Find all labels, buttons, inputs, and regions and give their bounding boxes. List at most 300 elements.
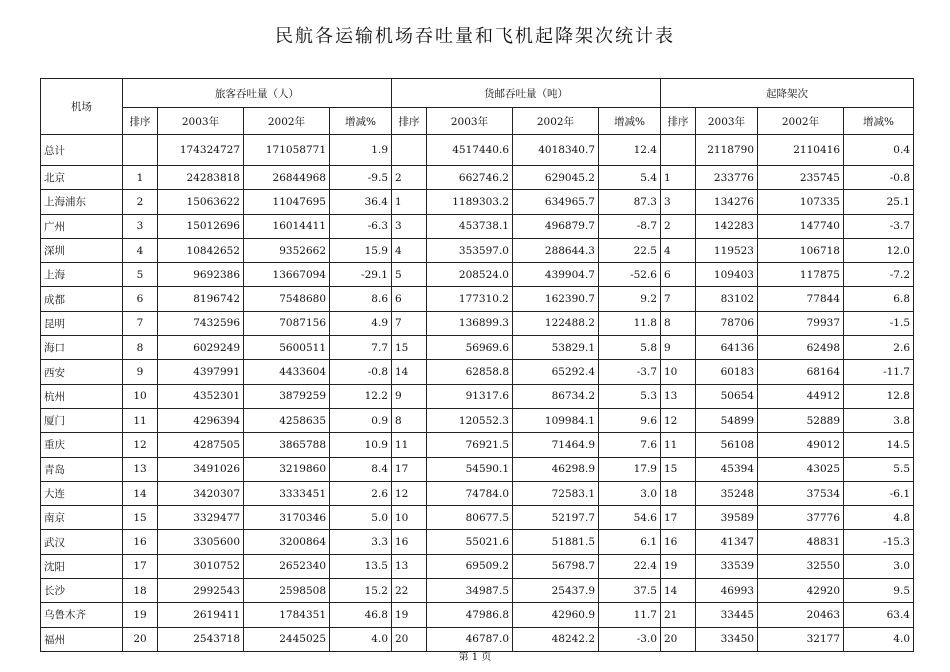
cell-c2003: 47986.8	[427, 603, 513, 627]
cell-fr: 8	[661, 311, 696, 335]
cell-p2002: 3200864	[244, 530, 330, 554]
cell-cr: 17	[392, 457, 427, 481]
cell-fchg: -3.7	[844, 214, 914, 238]
cell-f2002: 117875	[758, 263, 844, 287]
cell-pr: 1	[123, 166, 158, 190]
cell-cr: 15	[392, 336, 427, 360]
table-row	[41, 579, 914, 603]
cell-pr: 9	[123, 360, 158, 384]
cell-pchg: 2.6	[330, 481, 392, 505]
cell-f2002: 49012	[758, 433, 844, 457]
cell-pchg: 15.2	[330, 579, 392, 603]
cell-c2002: 25437.9	[513, 579, 599, 603]
table-row	[41, 166, 914, 190]
cell-name: 青岛	[41, 457, 123, 481]
cell-p2003: 15012696	[158, 214, 244, 238]
cell-name: 成都	[41, 287, 123, 311]
cell-pr: 18	[123, 579, 158, 603]
cell-f2002: 48831	[758, 530, 844, 554]
cell-pr: 12	[123, 433, 158, 457]
header-rank: 排序	[392, 108, 427, 135]
cell-c2002: 42960.9	[513, 603, 599, 627]
cell-fchg: 25.1	[844, 190, 914, 214]
cell-c2002: 52197.7	[513, 506, 599, 530]
cell-name: 武汉	[41, 530, 123, 554]
cell-cchg: 54.6	[599, 506, 661, 530]
cell-cr: 2	[392, 166, 427, 190]
cell-p2002: 3170346	[244, 506, 330, 530]
cell-f2002: 107335	[758, 190, 844, 214]
cell-cchg: 5.8	[599, 336, 661, 360]
cell-cr: 5	[392, 263, 427, 287]
cell-c2003: 208524.0	[427, 263, 513, 287]
cell-p2003: 8196742	[158, 287, 244, 311]
cell-p2003: 3420307	[158, 481, 244, 505]
cell-fchg: 4.8	[844, 506, 914, 530]
cell-c2003: 76921.5	[427, 433, 513, 457]
cell-fr: 14	[661, 579, 696, 603]
cell-f2002: 42920	[758, 579, 844, 603]
cell-fchg: 0.4	[844, 135, 914, 166]
header-rank: 排序	[661, 108, 696, 135]
table-body	[41, 135, 914, 652]
cell-f2002: 235745	[758, 166, 844, 190]
cell-p2002: 171058771	[244, 135, 330, 166]
cell-p2003: 4352301	[158, 384, 244, 408]
cell-pr: 11	[123, 408, 158, 432]
cell-cr: 3	[392, 214, 427, 238]
table-row	[41, 287, 914, 311]
cell-f2003: 33445	[696, 603, 758, 627]
cell-c2003: 136899.3	[427, 311, 513, 335]
cell-pr: 6	[123, 287, 158, 311]
cell-c2002: 4018340.7	[513, 135, 599, 166]
cell-name: 杭州	[41, 384, 123, 408]
cell-p2002: 16014411	[244, 214, 330, 238]
cell-fchg: 6.8	[844, 287, 914, 311]
cell-p2003: 2992543	[158, 579, 244, 603]
cell-c2002: 72583.1	[513, 481, 599, 505]
cell-c2002: 109984.1	[513, 408, 599, 432]
cell-p2002: 2652340	[244, 554, 330, 578]
cell-fchg: 12.8	[844, 384, 914, 408]
cell-cr: 10	[392, 506, 427, 530]
table-row	[41, 408, 914, 432]
cell-pchg: 13.5	[330, 554, 392, 578]
cell-cchg: 22.5	[599, 238, 661, 262]
cell-p2003: 4296394	[158, 408, 244, 432]
header-2002: 2002年	[513, 108, 599, 135]
cell-c2002: 496879.7	[513, 214, 599, 238]
cell-f2002: 37776	[758, 506, 844, 530]
cell-fchg: -7.2	[844, 263, 914, 287]
cell-fr: 15	[661, 457, 696, 481]
cell-fchg: 14.5	[844, 433, 914, 457]
cell-fchg: 2.6	[844, 336, 914, 360]
cell-pr: 2	[123, 190, 158, 214]
cell-c2002: 634965.7	[513, 190, 599, 214]
cell-cchg: 37.5	[599, 579, 661, 603]
cell-f2002: 52889	[758, 408, 844, 432]
cell-c2002: 51881.5	[513, 530, 599, 554]
cell-pchg: 5.0	[330, 506, 392, 530]
cell-f2002: 20463	[758, 603, 844, 627]
cell-c2003: 662746.2	[427, 166, 513, 190]
cell-name: 福州	[41, 627, 123, 651]
cell-pr: 20	[123, 627, 158, 651]
cell-fr: 16	[661, 530, 696, 554]
cell-fchg: 5.5	[844, 457, 914, 481]
cell-fchg: -6.1	[844, 481, 914, 505]
cell-p2002: 2598508	[244, 579, 330, 603]
cell-c2002: 71464.9	[513, 433, 599, 457]
header-flights: 起降架次	[661, 79, 914, 108]
cell-f2003: 45394	[696, 457, 758, 481]
cell-f2003: 78706	[696, 311, 758, 335]
cell-pchg: 7.7	[330, 336, 392, 360]
cell-f2003: 54899	[696, 408, 758, 432]
cell-cchg: -3.0	[599, 627, 661, 651]
total-label: 总计	[41, 135, 123, 166]
header-airport: 机场	[41, 79, 123, 135]
table-row	[41, 433, 914, 457]
cell-fchg: -1.5	[844, 311, 914, 335]
cell-p2002: 4433604	[244, 360, 330, 384]
cell-f2003: 35248	[696, 481, 758, 505]
cell-c2003: 1189303.2	[427, 190, 513, 214]
table-row	[41, 190, 914, 214]
cell-c2002: 56798.7	[513, 554, 599, 578]
cell-cr: 6	[392, 287, 427, 311]
cell-p2002: 13667094	[244, 263, 330, 287]
cell-f2003: 2118790	[696, 135, 758, 166]
cell-p2003: 2543718	[158, 627, 244, 651]
cell-cr: 11	[392, 433, 427, 457]
cell-c2002: 86734.2	[513, 384, 599, 408]
cell-pr: 10	[123, 384, 158, 408]
cell-pr: 16	[123, 530, 158, 554]
cell-cchg: 22.4	[599, 554, 661, 578]
cell-f2002: 106718	[758, 238, 844, 262]
table-row	[41, 530, 914, 554]
cell-p2002: 4258635	[244, 408, 330, 432]
cell-pchg: 1.9	[330, 135, 392, 166]
cell-pchg: 4.9	[330, 311, 392, 335]
cell-name: 乌鲁木齐	[41, 603, 123, 627]
cell-c2003: 56969.6	[427, 336, 513, 360]
cell-pr: 15	[123, 506, 158, 530]
cell-rank	[123, 135, 158, 166]
cell-c2002: 439904.7	[513, 263, 599, 287]
header-change: 增减%	[330, 108, 392, 135]
table-row	[41, 603, 914, 627]
cell-f2003: 64136	[696, 336, 758, 360]
cell-fr: 13	[661, 384, 696, 408]
cell-pchg: -0.8	[330, 360, 392, 384]
page-title: 民航各运输机场吞吐量和飞机起降架次统计表	[275, 26, 675, 47]
cell-f2003: 33450	[696, 627, 758, 651]
cell-pr: 14	[123, 481, 158, 505]
cell-f2002: 79937	[758, 311, 844, 335]
cell-p2002: 3865788	[244, 433, 330, 457]
cell-fr: 19	[661, 554, 696, 578]
cell-fchg: -15.3	[844, 530, 914, 554]
cell-fr: 20	[661, 627, 696, 651]
cell-c2002: 629045.2	[513, 166, 599, 190]
cell-name: 厦门	[41, 408, 123, 432]
cell-cchg: 12.4	[599, 135, 661, 166]
total-row	[41, 135, 914, 166]
cell-name: 北京	[41, 166, 123, 190]
header-2003: 2003年	[696, 108, 758, 135]
cell-c2003: 62858.8	[427, 360, 513, 384]
cell-p2003: 6029249	[158, 336, 244, 360]
cell-c2002: 65292.4	[513, 360, 599, 384]
cell-cchg: 17.9	[599, 457, 661, 481]
cell-pchg: -6.3	[330, 214, 392, 238]
cell-fr: 18	[661, 481, 696, 505]
cell-pchg: 3.3	[330, 530, 392, 554]
cell-p2003: 2619411	[158, 603, 244, 627]
cell-c2003: 177310.2	[427, 287, 513, 311]
cell-cchg: -8.7	[599, 214, 661, 238]
cell-c2002: 288644.3	[513, 238, 599, 262]
cell-p2003: 3305600	[158, 530, 244, 554]
table-row	[41, 457, 914, 481]
cell-f2003: 46993	[696, 579, 758, 603]
cell-cchg: 3.0	[599, 481, 661, 505]
header-change: 增减%	[844, 108, 914, 135]
cell-p2002: 11047695	[244, 190, 330, 214]
cell-cr: 7	[392, 311, 427, 335]
table-header	[41, 79, 914, 135]
table-row	[41, 238, 914, 262]
cell-c2003: 453738.1	[427, 214, 513, 238]
cell-f2002: 62498	[758, 336, 844, 360]
cell-pchg: 36.4	[330, 190, 392, 214]
cell-p2002: 1784351	[244, 603, 330, 627]
cell-cr: 1	[392, 190, 427, 214]
cell-fr: 7	[661, 287, 696, 311]
cell-cchg: 6.1	[599, 530, 661, 554]
cell-p2003: 7432596	[158, 311, 244, 335]
cell-fchg: -0.8	[844, 166, 914, 190]
page-footer: 第 1 页	[458, 652, 492, 663]
cell-c2002: 53829.1	[513, 336, 599, 360]
cell-cchg: 87.3	[599, 190, 661, 214]
cell-name: 上海浦东	[41, 190, 123, 214]
cell-p2002: 2445025	[244, 627, 330, 651]
table-row	[41, 336, 914, 360]
cell-fchg: 3.8	[844, 408, 914, 432]
header-2002: 2002年	[244, 108, 330, 135]
cell-f2003: 50654	[696, 384, 758, 408]
cell-f2002: 147740	[758, 214, 844, 238]
cell-fchg: 12.0	[844, 238, 914, 262]
cell-c2002: 48242.2	[513, 627, 599, 651]
cell-cr: 19	[392, 603, 427, 627]
cell-cchg: 9.6	[599, 408, 661, 432]
cell-p2003: 4287505	[158, 433, 244, 457]
cell-p2002: 5600511	[244, 336, 330, 360]
cell-name: 上海	[41, 263, 123, 287]
cell-pr: 5	[123, 263, 158, 287]
header-2002: 2002年	[758, 108, 844, 135]
cell-cchg: 11.8	[599, 311, 661, 335]
cell-cr: 14	[392, 360, 427, 384]
cell-name: 重庆	[41, 433, 123, 457]
cell-fr: 21	[661, 603, 696, 627]
table-row	[41, 263, 914, 287]
cell-name: 长沙	[41, 579, 123, 603]
header-passenger: 旅客吞吐量（人）	[123, 79, 392, 108]
table-row	[41, 481, 914, 505]
cell-p2002: 3333451	[244, 481, 330, 505]
cell-name: 西安	[41, 360, 123, 384]
header-change: 增减%	[599, 108, 661, 135]
cell-cr: 12	[392, 481, 427, 505]
cell-p2002: 26844968	[244, 166, 330, 190]
cell-name: 沈阳	[41, 554, 123, 578]
cell-pchg: -29.1	[330, 263, 392, 287]
header-cargo: 货邮吞吐量（吨）	[392, 79, 661, 108]
cell-f2003: 134276	[696, 190, 758, 214]
cell-rank	[392, 135, 427, 166]
cell-p2003: 9692386	[158, 263, 244, 287]
cell-p2002: 3879259	[244, 384, 330, 408]
header-rank: 排序	[123, 108, 158, 135]
cell-f2002: 32550	[758, 554, 844, 578]
cell-c2003: 4517440.6	[427, 135, 513, 166]
cell-cr: 22	[392, 579, 427, 603]
cell-pchg: 8.4	[330, 457, 392, 481]
cell-f2003: 83102	[696, 287, 758, 311]
cell-p2002: 7087156	[244, 311, 330, 335]
cell-cchg: 11.7	[599, 603, 661, 627]
cell-fr: 17	[661, 506, 696, 530]
cell-p2003: 4397991	[158, 360, 244, 384]
cell-f2003: 41347	[696, 530, 758, 554]
cell-fchg: -11.7	[844, 360, 914, 384]
cell-fchg: 9.5	[844, 579, 914, 603]
table-row	[41, 214, 914, 238]
cell-p2003: 174324727	[158, 135, 244, 166]
cell-f2003: 33539	[696, 554, 758, 578]
cell-pchg: -9.5	[330, 166, 392, 190]
cell-p2003: 3010752	[158, 554, 244, 578]
cell-cchg: -3.7	[599, 360, 661, 384]
cell-f2003: 109403	[696, 263, 758, 287]
cell-p2002: 3219860	[244, 457, 330, 481]
cell-f2002: 2110416	[758, 135, 844, 166]
cell-name: 大连	[41, 481, 123, 505]
cell-f2003: 142283	[696, 214, 758, 238]
cell-c2003: 120552.3	[427, 408, 513, 432]
cell-name: 广州	[41, 214, 123, 238]
table-row	[41, 554, 914, 578]
cell-p2003: 15063622	[158, 190, 244, 214]
cell-rank	[661, 135, 696, 166]
header-2003: 2003年	[427, 108, 513, 135]
cell-fr: 2	[661, 214, 696, 238]
cell-f2002: 68164	[758, 360, 844, 384]
cell-pr: 3	[123, 214, 158, 238]
cell-cr: 9	[392, 384, 427, 408]
cell-f2002: 37534	[758, 481, 844, 505]
cell-c2003: 55021.6	[427, 530, 513, 554]
cell-fr: 11	[661, 433, 696, 457]
cell-pchg: 10.9	[330, 433, 392, 457]
cell-fr: 4	[661, 238, 696, 262]
cell-pr: 7	[123, 311, 158, 335]
cell-c2002: 162390.7	[513, 287, 599, 311]
cell-fr: 3	[661, 190, 696, 214]
cell-c2003: 74784.0	[427, 481, 513, 505]
header-2003: 2003年	[158, 108, 244, 135]
cell-pr: 19	[123, 603, 158, 627]
cell-fchg: 4.0	[844, 627, 914, 651]
cell-c2003: 91317.6	[427, 384, 513, 408]
cell-f2003: 119523	[696, 238, 758, 262]
cell-fr: 6	[661, 263, 696, 287]
cell-fr: 9	[661, 336, 696, 360]
cell-pchg: 15.9	[330, 238, 392, 262]
cell-f2003: 39589	[696, 506, 758, 530]
cell-cr: 16	[392, 530, 427, 554]
cell-pchg: 46.8	[330, 603, 392, 627]
cell-cchg: 5.3	[599, 384, 661, 408]
cell-name: 海口	[41, 336, 123, 360]
cell-c2002: 46298.9	[513, 457, 599, 481]
cell-pr: 4	[123, 238, 158, 262]
cell-cr: 13	[392, 554, 427, 578]
cell-fr: 12	[661, 408, 696, 432]
cell-name: 深圳	[41, 238, 123, 262]
cell-name: 南京	[41, 506, 123, 530]
cell-cchg: 7.6	[599, 433, 661, 457]
cell-p2003: 3491026	[158, 457, 244, 481]
cell-p2003: 10842652	[158, 238, 244, 262]
cell-cr: 4	[392, 238, 427, 262]
cell-cchg: 5.4	[599, 166, 661, 190]
cell-c2003: 353597.0	[427, 238, 513, 262]
table-row	[41, 360, 914, 384]
cell-pr: 13	[123, 457, 158, 481]
table-row	[41, 311, 914, 335]
cell-c2003: 69509.2	[427, 554, 513, 578]
table-row	[41, 506, 914, 530]
cell-p2002: 7548680	[244, 287, 330, 311]
cell-cr: 20	[392, 627, 427, 651]
cell-fr: 10	[661, 360, 696, 384]
cell-c2003: 80677.5	[427, 506, 513, 530]
cell-pchg: 12.2	[330, 384, 392, 408]
cell-f2003: 56108	[696, 433, 758, 457]
cell-pr: 17	[123, 554, 158, 578]
cell-pchg: 8.6	[330, 287, 392, 311]
cell-cchg: 9.2	[599, 287, 661, 311]
cell-f2003: 233776	[696, 166, 758, 190]
cell-f2002: 32177	[758, 627, 844, 651]
cell-c2003: 54590.1	[427, 457, 513, 481]
cell-p2003: 3329477	[158, 506, 244, 530]
table-row	[41, 384, 914, 408]
cell-pchg: 0.9	[330, 408, 392, 432]
cell-f2002: 77844	[758, 287, 844, 311]
cell-pchg: 4.0	[330, 627, 392, 651]
cell-p2003: 24283818	[158, 166, 244, 190]
cell-cr: 8	[392, 408, 427, 432]
